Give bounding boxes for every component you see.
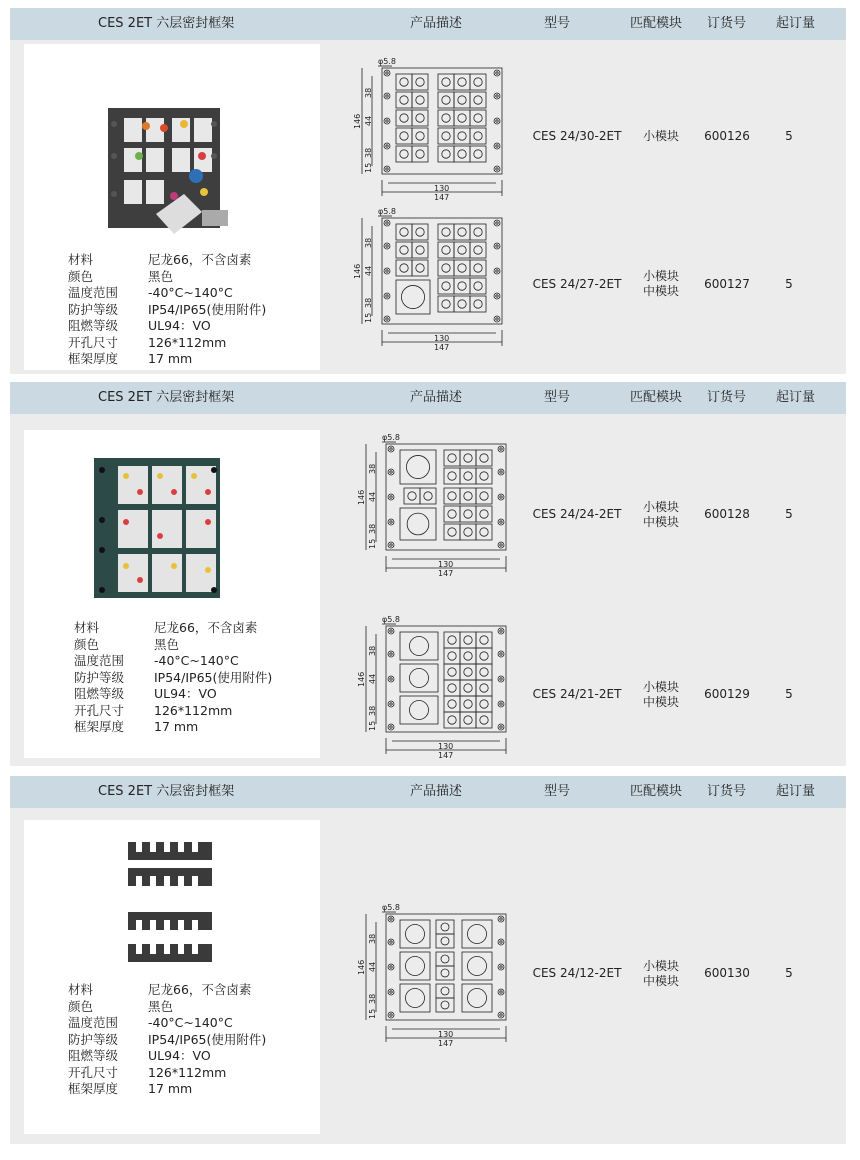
svg-text:15: 15 xyxy=(364,312,373,323)
svg-text:130: 130 xyxy=(438,742,454,751)
svg-text:15: 15 xyxy=(368,720,377,731)
header-order: 订货号 xyxy=(707,390,747,405)
svg-text:44: 44 xyxy=(368,961,377,972)
product-order-number: 600129 xyxy=(704,687,750,701)
header-module: 匹配模块 xyxy=(630,784,683,799)
spec-value: 黑色 xyxy=(148,998,174,1014)
header-moq: 起订量 xyxy=(776,390,816,405)
spec-label: 温度范围 xyxy=(68,285,119,300)
product-module: 小模块 xyxy=(642,129,679,143)
product-moq: 5 xyxy=(785,277,793,291)
svg-text:146: 146 xyxy=(353,263,362,279)
spec-label: 材料 xyxy=(68,252,94,267)
spec-value: 17 mm xyxy=(154,719,199,734)
svg-text:φ5.8: φ5.8 xyxy=(382,615,400,624)
spec-value: 126*112mm xyxy=(148,334,227,350)
header-order: 订货号 xyxy=(707,784,747,799)
spec-label: 防护等级 xyxy=(68,1031,119,1047)
spec-label: 防护等级 xyxy=(74,669,125,685)
spec-label: 框架厚度 xyxy=(68,1081,119,1096)
spec-value: UL94：VO xyxy=(148,318,211,333)
header-desc: 产品描述 xyxy=(410,784,463,799)
svg-text:44: 44 xyxy=(364,115,373,126)
product-model: CES 24/27-2ET xyxy=(532,277,622,291)
product-order-number: 600128 xyxy=(704,507,750,521)
section-header xyxy=(10,8,846,40)
spec-value: 尼龙66，不含卤素 xyxy=(154,620,258,635)
section-header xyxy=(10,776,846,808)
header-model: 型号 xyxy=(544,16,571,31)
header-desc: 产品描述 xyxy=(410,16,463,31)
svg-text:130: 130 xyxy=(434,334,450,343)
product-photo-panel xyxy=(24,820,320,1134)
svg-text:147: 147 xyxy=(438,1039,454,1048)
spec-value: -40°C~140°C xyxy=(148,285,233,300)
svg-text:38: 38 xyxy=(364,237,373,248)
svg-text:38: 38 xyxy=(368,463,377,474)
spec-label: 框架厚度 xyxy=(74,719,125,734)
spec-value: 126*112mm xyxy=(154,702,233,718)
product-section-1 xyxy=(10,8,846,374)
product-model: CES 24/24-2ET xyxy=(532,507,622,521)
svg-text:φ5.8: φ5.8 xyxy=(382,433,400,442)
spec-label: 开孔尺寸 xyxy=(68,1064,119,1080)
header-title: CES 2ET 六层密封框架 xyxy=(98,784,235,799)
header-order: 订货号 xyxy=(707,16,747,31)
product-module: 小模块 中模块 xyxy=(642,680,679,709)
product-moq: 5 xyxy=(785,507,793,521)
svg-text:147: 147 xyxy=(438,751,454,760)
spec-value: 尼龙66，不含卤素 xyxy=(148,982,252,997)
spec-label: 材料 xyxy=(68,982,94,997)
spec-value: UL94：VO xyxy=(154,686,217,701)
product-model: CES 24/21-2ET xyxy=(532,687,622,701)
product-section-2 xyxy=(10,382,846,766)
svg-text:147: 147 xyxy=(434,343,450,352)
technical-drawing xyxy=(353,54,506,204)
spec-value: 尼龙66，不含卤素 xyxy=(148,252,252,267)
header-moq: 起订量 xyxy=(776,16,816,31)
svg-text:φ5.8: φ5.8 xyxy=(378,207,396,216)
technical-drawing xyxy=(357,430,510,580)
svg-text:44: 44 xyxy=(364,265,373,276)
svg-text:44: 44 xyxy=(368,491,377,502)
spec-value: 17 mm xyxy=(148,351,193,366)
product-photo-panel xyxy=(24,430,320,758)
svg-text:146: 146 xyxy=(357,671,366,687)
svg-text:130: 130 xyxy=(438,1030,454,1039)
svg-text:38: 38 xyxy=(364,297,373,308)
header-module: 匹配模块 xyxy=(630,390,683,405)
svg-text:φ5.8: φ5.8 xyxy=(382,903,400,912)
spec-value: UL94：VO xyxy=(148,1048,211,1063)
header-module: 匹配模块 xyxy=(630,16,683,31)
technical-drawing xyxy=(357,900,510,1050)
product-moq: 5 xyxy=(785,966,793,980)
spec-label: 防护等级 xyxy=(68,301,119,317)
product-model: CES 24/12-2ET xyxy=(532,966,622,980)
svg-text:130: 130 xyxy=(434,184,450,193)
product-moq: 5 xyxy=(785,687,793,701)
svg-text:146: 146 xyxy=(357,959,366,975)
svg-text:15: 15 xyxy=(364,162,373,173)
spec-label: 材料 xyxy=(74,620,100,635)
svg-text:147: 147 xyxy=(434,193,450,202)
spec-label: 温度范围 xyxy=(74,653,125,668)
spec-label: 颜色 xyxy=(68,998,94,1014)
technical-drawing xyxy=(353,204,506,354)
spec-value: -40°C~140°C xyxy=(154,653,239,668)
svg-text:147: 147 xyxy=(438,569,454,578)
svg-text:15: 15 xyxy=(368,1008,377,1019)
spec-list xyxy=(68,252,266,368)
svg-text:38: 38 xyxy=(368,523,377,534)
spec-value: 黑色 xyxy=(148,268,174,284)
svg-text:44: 44 xyxy=(368,673,377,684)
section-header xyxy=(10,382,846,414)
product-module: 小模块 中模块 xyxy=(642,959,679,988)
spec-list xyxy=(68,982,266,1098)
product-photo-panel xyxy=(24,44,320,370)
spec-label: 阻燃等级 xyxy=(68,318,119,333)
spec-label: 阻燃等级 xyxy=(74,686,125,701)
spec-value: 黑色 xyxy=(154,636,180,652)
product-order-number: 600126 xyxy=(704,129,750,143)
svg-text:φ5.8: φ5.8 xyxy=(378,57,396,66)
svg-text:38: 38 xyxy=(364,87,373,98)
product-order-number: 600130 xyxy=(704,966,750,980)
spec-value: IP54/IP65(使用附件) xyxy=(154,669,273,685)
spec-label: 开孔尺寸 xyxy=(74,702,125,718)
product-module: 小模块 中模块 xyxy=(642,269,679,298)
spec-value: 126*112mm xyxy=(148,1064,227,1080)
spec-value: IP54/IP65(使用附件) xyxy=(148,301,267,317)
header-title: CES 2ET 六层密封框架 xyxy=(98,16,235,31)
svg-text:38: 38 xyxy=(368,645,377,656)
svg-text:146: 146 xyxy=(357,489,366,505)
product-order-number: 600127 xyxy=(704,277,750,291)
product-model: CES 24/30-2ET xyxy=(532,129,622,143)
header-desc: 产品描述 xyxy=(410,390,463,405)
spec-label: 框架厚度 xyxy=(68,351,119,366)
header-moq: 起订量 xyxy=(776,784,816,799)
header-title: CES 2ET 六层密封框架 xyxy=(98,390,235,405)
spec-label: 开孔尺寸 xyxy=(68,334,119,350)
spec-label: 颜色 xyxy=(74,636,100,652)
spec-list xyxy=(74,620,272,736)
spec-value: -40°C~140°C xyxy=(148,1015,233,1030)
svg-text:130: 130 xyxy=(438,560,454,569)
svg-text:38: 38 xyxy=(368,933,377,944)
header-model: 型号 xyxy=(544,390,571,405)
product-section-3 xyxy=(10,776,846,1144)
svg-text:38: 38 xyxy=(364,147,373,158)
technical-drawing xyxy=(357,612,510,762)
product-moq: 5 xyxy=(785,129,793,143)
svg-text:146: 146 xyxy=(353,113,362,129)
spec-label: 颜色 xyxy=(68,268,94,284)
spec-value: IP54/IP65(使用附件) xyxy=(148,1031,267,1047)
spec-label: 阻燃等级 xyxy=(68,1048,119,1063)
spec-label: 温度范围 xyxy=(68,1015,119,1030)
header-model: 型号 xyxy=(544,784,571,799)
spec-value: 17 mm xyxy=(148,1081,193,1096)
svg-text:38: 38 xyxy=(368,705,377,716)
svg-text:38: 38 xyxy=(368,993,377,1004)
product-module: 小模块 中模块 xyxy=(642,500,679,529)
svg-text:15: 15 xyxy=(368,538,377,549)
